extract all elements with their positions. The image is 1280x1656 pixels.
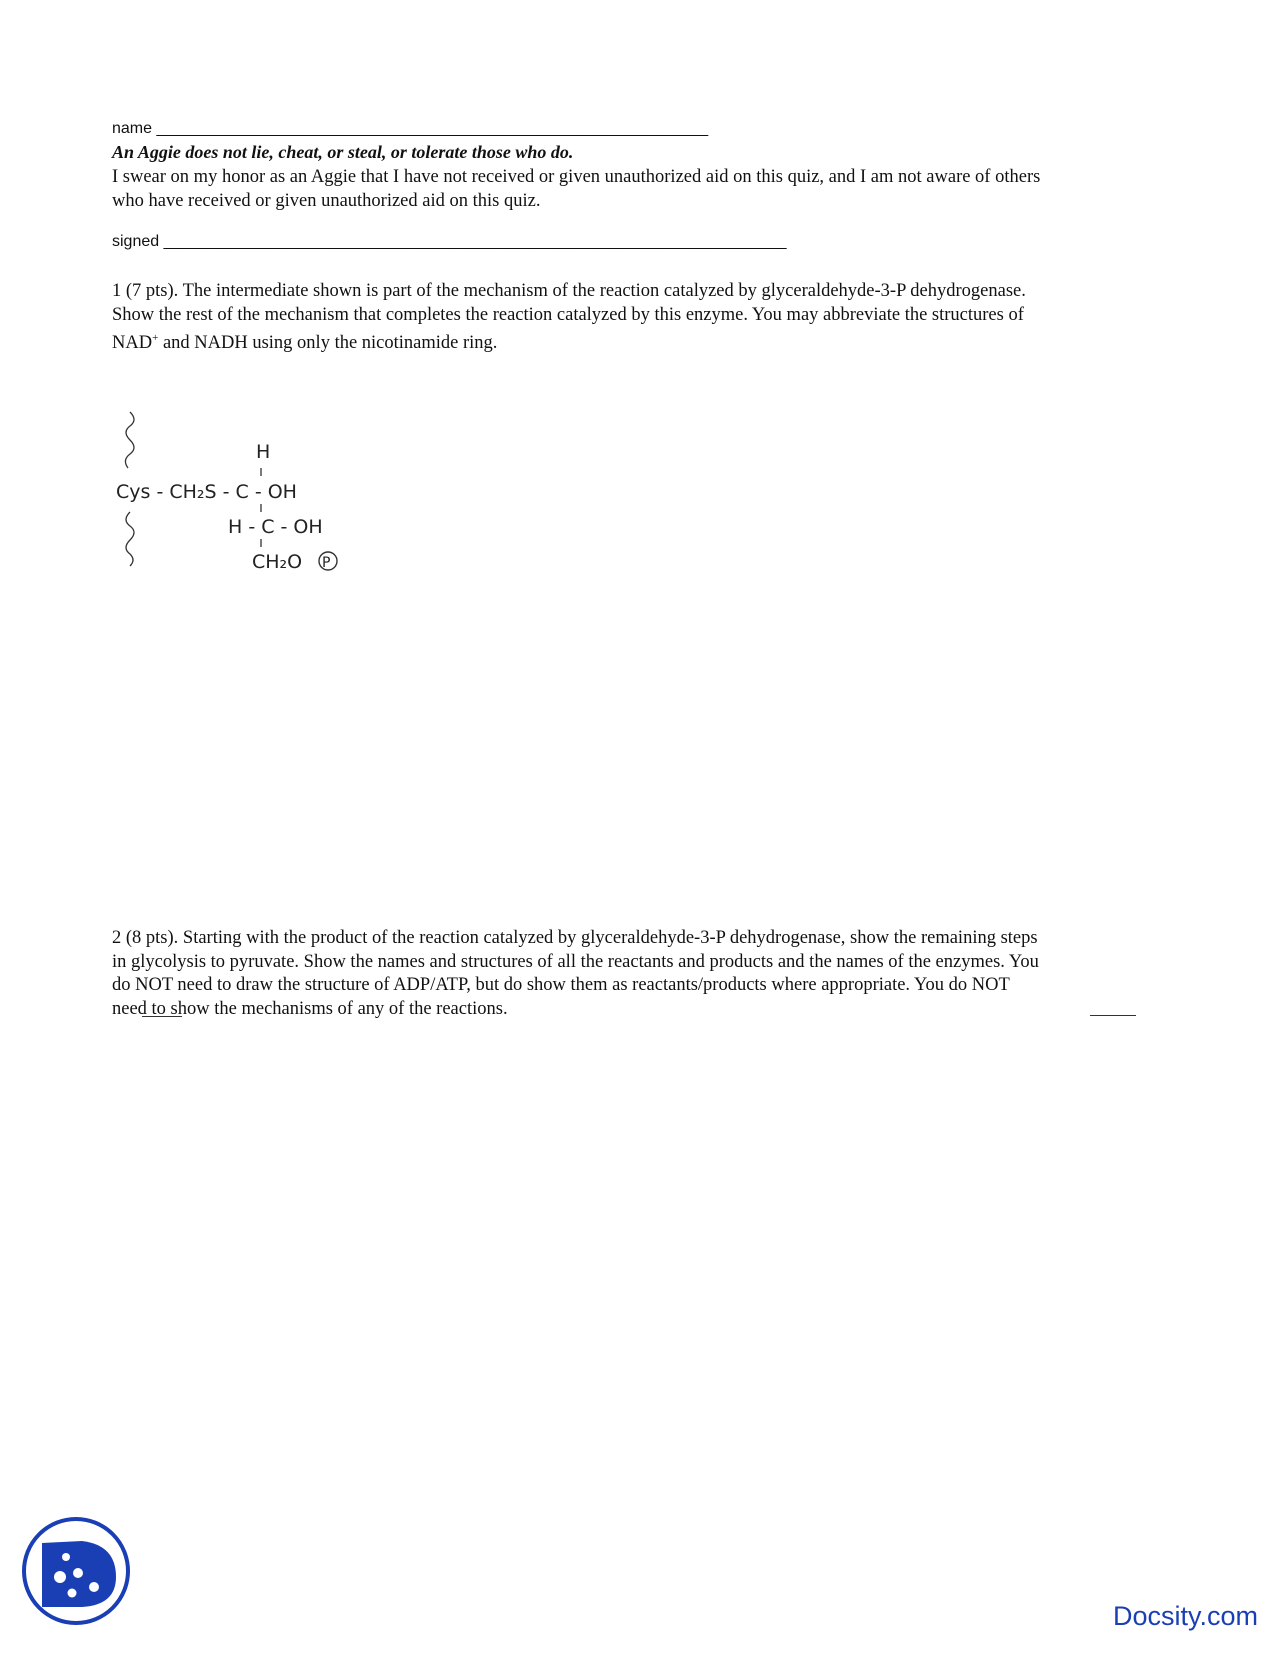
hydrogen-top: H bbox=[256, 441, 271, 463]
wavy-bond-bottom bbox=[126, 512, 134, 566]
docsity-brand-link[interactable]: Docsity.com bbox=[1112, 1601, 1258, 1631]
question-1-line-1: 1 (7 pts). The intermediate shown is part of the mechanism of the reaction catalyzed by glyceraldehyde-3-P dehydrogenase. bbox=[112, 281, 1026, 301]
nad-superscript: + bbox=[152, 332, 159, 344]
underline-mark bbox=[142, 1016, 182, 1017]
cys-row: Cys - CH₂S - C - OH bbox=[116, 481, 297, 503]
honor-line-1: I swear on my honor as an Aggie that I have not received or given unauthorized aid on this quiz, and I am not aware of others bbox=[112, 167, 1041, 187]
question-1-line-3 bbox=[112, 327, 1162, 356]
question-2-line-4: need to show the mechanisms of any of the reactions. bbox=[112, 998, 508, 1019]
hcoh-row: H - C - OH bbox=[228, 516, 323, 538]
aggie-motto: An Aggie does not lie, cheat, or steal, or tolerate those who do. bbox=[112, 142, 574, 162]
signature-field-line[interactable]: signed ______________________________________________________________________ bbox=[112, 233, 787, 250]
question-1-line-2: Show the rest of the mechanism that completes the reaction catalyzed by this enzyme. You may abbreviate the structures of bbox=[112, 304, 1024, 325]
question-1-line-3-rest: and NADH using only the nicotinamide ring. bbox=[158, 333, 498, 354]
thiohemiacetal-intermediate-structure bbox=[110, 400, 370, 600]
question-2-line-2: in glycolysis to pyruvate. Show the names and structures of all the reactants and products and the names of the enzymes. You bbox=[112, 951, 1039, 972]
question-2 bbox=[112, 927, 1162, 1021]
honor-statement bbox=[112, 166, 1162, 213]
phosphate-label: P bbox=[322, 555, 331, 571]
score-blank bbox=[1090, 1014, 1136, 1016]
question-1 bbox=[112, 280, 1162, 356]
question-2-line-1: 2 (8 pts). Starting with the product of the reaction catalyzed by glyceraldehyde-3-P dehydrogenase, show the remaining steps bbox=[112, 928, 1038, 948]
ch2o-row: CH₂O bbox=[252, 551, 303, 573]
name-field-line[interactable]: name ______________________________________________________________ bbox=[112, 120, 709, 137]
wavy-bond-top bbox=[125, 412, 134, 468]
docsity-logo-icon bbox=[20, 1515, 132, 1627]
question-2-line-3: do NOT need to draw the structure of ADP/ATP, but do show them as reactants/products where appropriate. You do NOT bbox=[112, 975, 1010, 995]
nad-label: NAD bbox=[112, 333, 153, 354]
honor-line-2: who have received or given unauthorized aid on this quiz. bbox=[112, 190, 541, 211]
